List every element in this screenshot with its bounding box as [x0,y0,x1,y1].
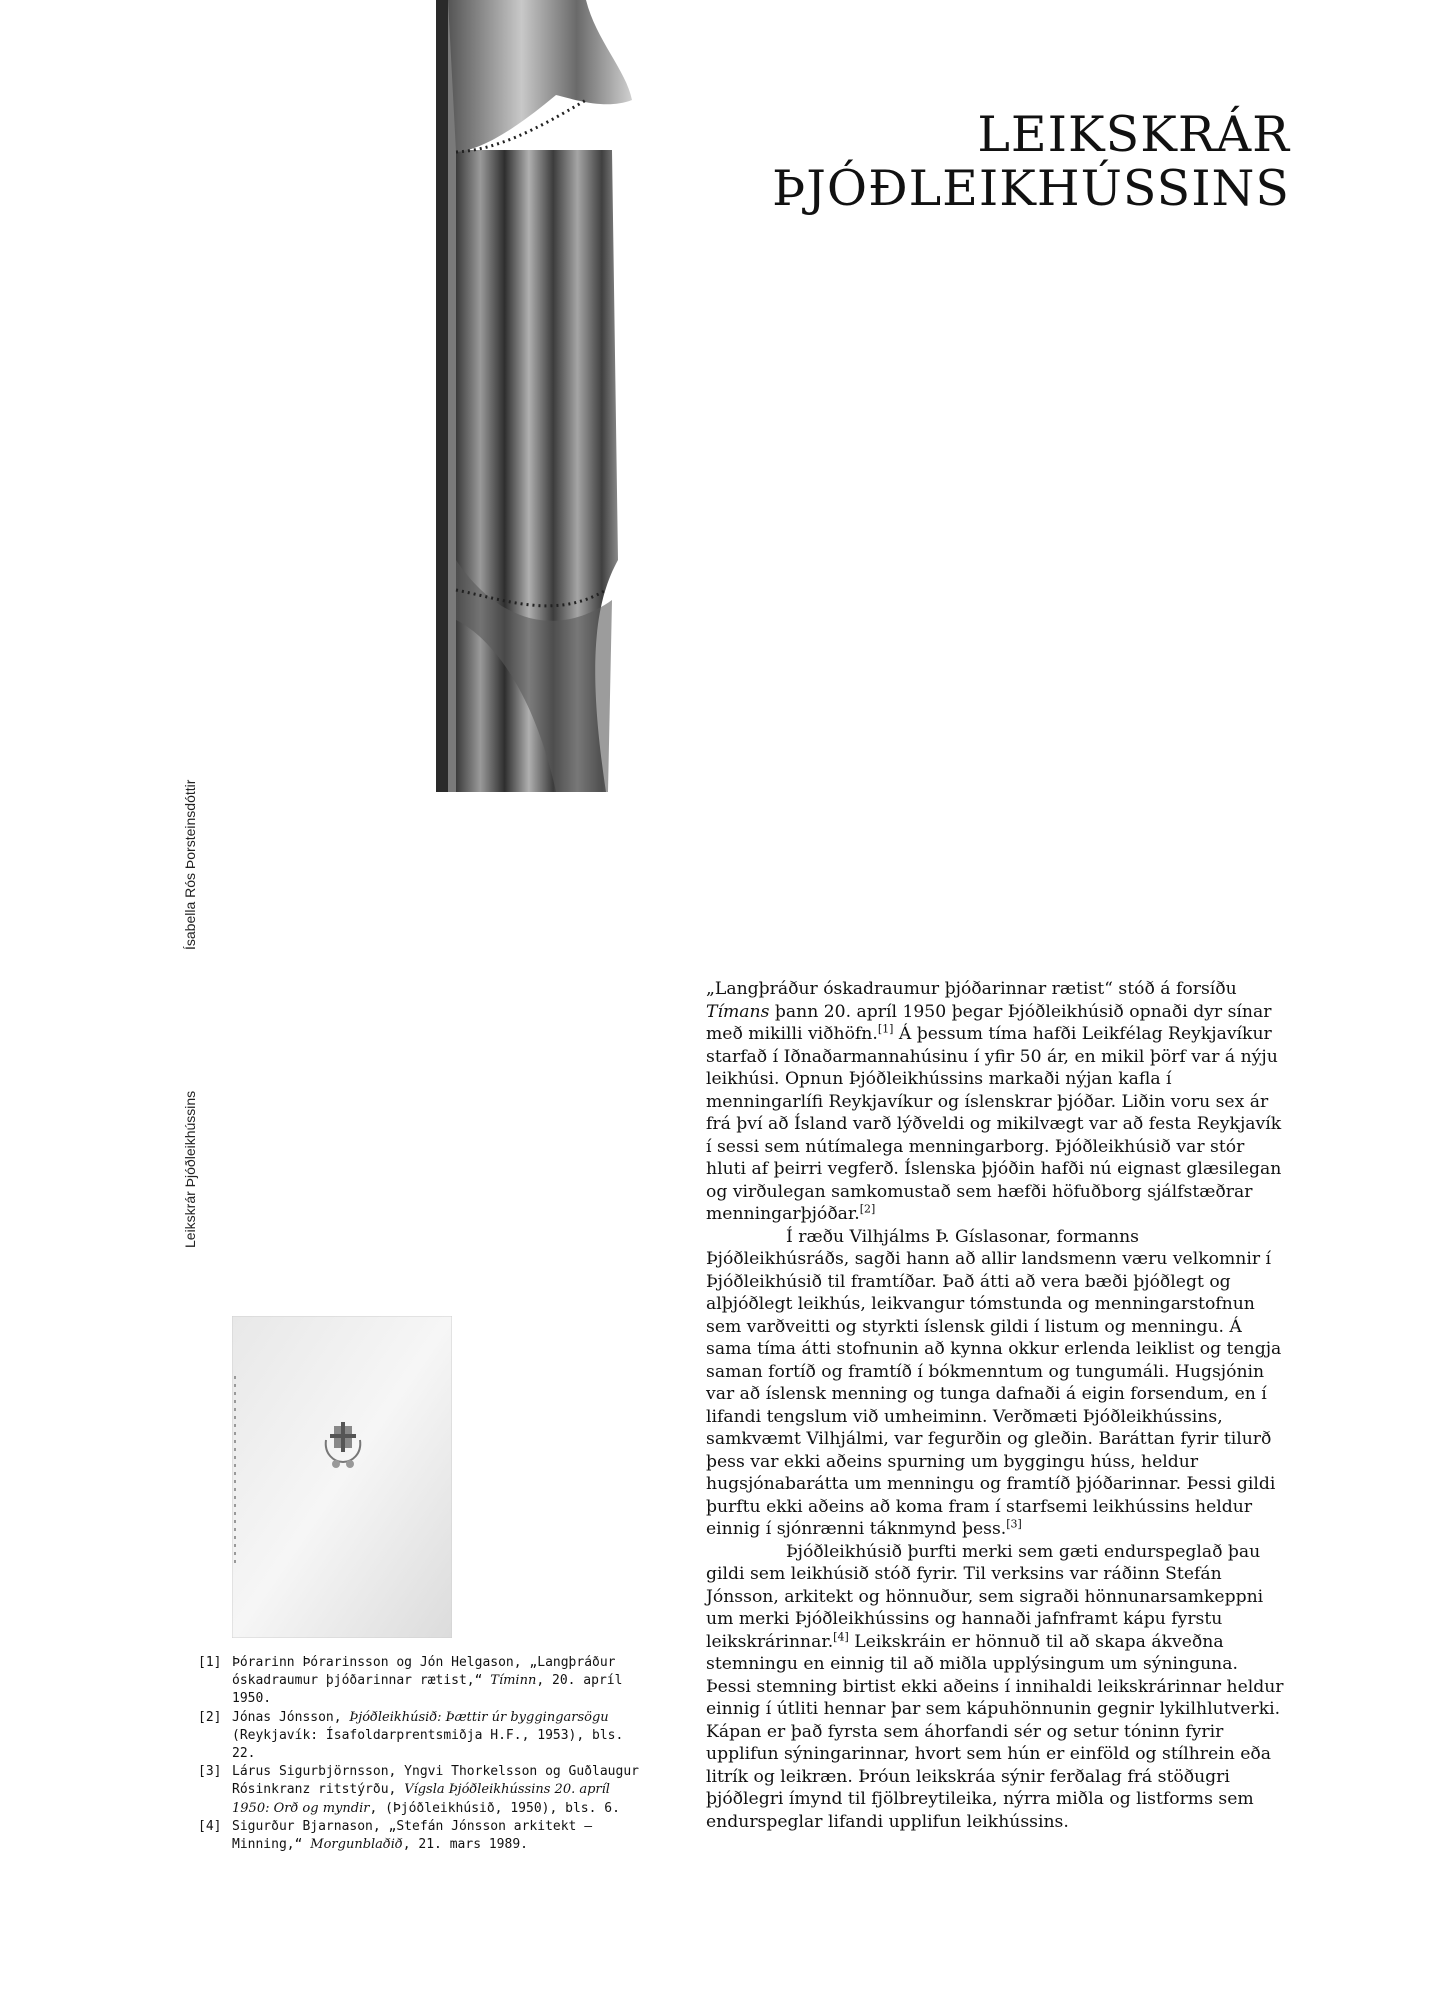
curtain-illustration [436,0,632,792]
article-body [706,978,1286,1833]
footnote-ref-1[interactable]: [1] [877,1022,894,1036]
article-paragraph-2: Í ræðu Vilhjálms Þ. Gíslasonar, formanns Þjóðleikhúsráðs, sagði hann að allir landsmenn væru velkomnir í Þjóðleikhúsið til framtíðar. Það átti að vera bæði þjóðlegt og alþjóðlegt leikhús, leikvangur tómstunda og menningarstofnun sem varðveitti og styrkti íslensk gildi í listum og menningu. Á sama tíma átti stofnunin að kynna okkur erlenda leiklist og tengja saman fortíð og framtíð í bókmenntum og tungumáli. Hugsjónin var að íslensk menning og tunga dafnaði á eigin forsendum, en í lifandi tengslum við umheiminn. Verðmæti Þjóðleikhússins, samkvæmt Vilhjálmi, var fegurðin og gleðin. Baráttan fyrir tilurð þess var ekki aðeins spurning um byggingu húss, heldur hugsjónabarátta um menningu og framtíð þjóðarinnar. Þessi gildi þurftu ekki aðeins að koma fram í starfsemi leikhússins heldur einnig í sjónrænni táknmynd þess.[3] [706,1226,1282,1539]
title-line-2: ÞJÓÐLEIKHÚSSINS [772,160,1290,217]
footnote-ref-2[interactable]: [2] [859,1202,876,1216]
article-paragraph-1: „Langþráður óskadraumur þjóðarinnar rætist“ stóð á forsíðu Tímans þann 20. apríl 1950 þegar Þjóðleikhúsið opnaði dyr sínar með mikilli viðhöfn.[1] Á þessum tíma hafði Leikfélag Reykjavíkur starfað í Iðnaðarmannahúsinu í yfir 50 ár, en mikil þörf var á nýju leikhúsi. Opnun Þjóðleikhússins markaði nýjan kafla í menningarlífi Reykjavíkur og íslenskrar þjóðar. Liðin voru sex ár frá því að Ísland varð lýðveldi og mikilvægt var að festa Reykjavík í sessi sem nútímalega menningarborg. Þjóðleikhúsið var stór hluti af þeirri vegferð. Íslenska þjóðin hafði nú eignast glæsilegan og virðulegan samkomustað sem hæfði höfuðborg sjálfstæðrar menningarþjóðar.[2] [706,979,1282,1224]
article-paragraph-3: Þjóðleikhúsið þurfti merki sem gæti endurspeglað þau gildi sem leikhúsið stóð fyrir. Til verksins var ráðinn Stefán Jónsson, arkitekt og hönnuður, sem sigraði hönnunarsamkeppni um merki Þjóðleikhússins og hannaði jafnframt kápu fyrstu leikskrárinnar.[4] Leikskráin er hönnuð til að skapa ákveðna stemningu en einnig til að miðla upplýsingum um sýninguna. Þessi stemning birtist ekki aðeins í innihaldi leikskrárinnar heldur einnig í útliti hennar þar sem kápuhönnunin gegnir lykilhlutverki. Kápan er það fyrsta sem áhorfandi sér og setur tóninn fyrir upplifun sýningarinnar, hvort sem hún er einföld og stílhrein eða litrík og leikræn. Þróun leikskráa sýnir ferðalag frá stöðugri þjóðlegri ímynd til fjölbreytileika, nýrra miðla og listforms sem endurspeglar lifandi upplifun leikhússins. [706,1541,1284,1832]
author-label: Ísabella Rós Þorsteinsdóttir [182,779,198,950]
footnote-item: [4] Sigurður Bjarnason, „Stefán Jónsson arkitekt – Minning,“ Morgunblaðið, 21. mars 1989. [198,1818,593,1853]
page-title [700,108,1290,216]
section-label: Leikskrár Þjóðleikhússins [182,1090,198,1248]
footnote-item: [3] Lárus Sigurbjörnsson, Yngvi Thorkelsson og Guðlaugur Rósinkranz ritstýrðu, Vígsla Þjóðleikhússins 20. apríl 1950: Orð og myndir, (Þjóðleikhúsið, 1950), bls. 6. [198,1764,639,1816]
footnote-ref-3[interactable]: [3] [1006,1517,1022,1531]
footnote-item: [2] Jónas Jónsson, Þjóðleikhúsið: Þættir úr byggingarsögu (Reykjavík: Ísafoldarprentsmiðja H.F., 1953), bls. 22. [198,1709,624,1762]
footnote-ref-4[interactable]: [4] [833,1629,849,1643]
footnote-item: [1] Þórarinn Þórarinsson og Jón Helgason, „Langþráður óskadraumur þjóðarinnar rætist,“ Tíminn, 20. apríl 1950. [198,1655,623,1707]
footnotes-list [198,1654,648,1854]
program-cover-image [232,1316,452,1638]
title-line-1: LEIKSKRÁR [977,106,1290,163]
